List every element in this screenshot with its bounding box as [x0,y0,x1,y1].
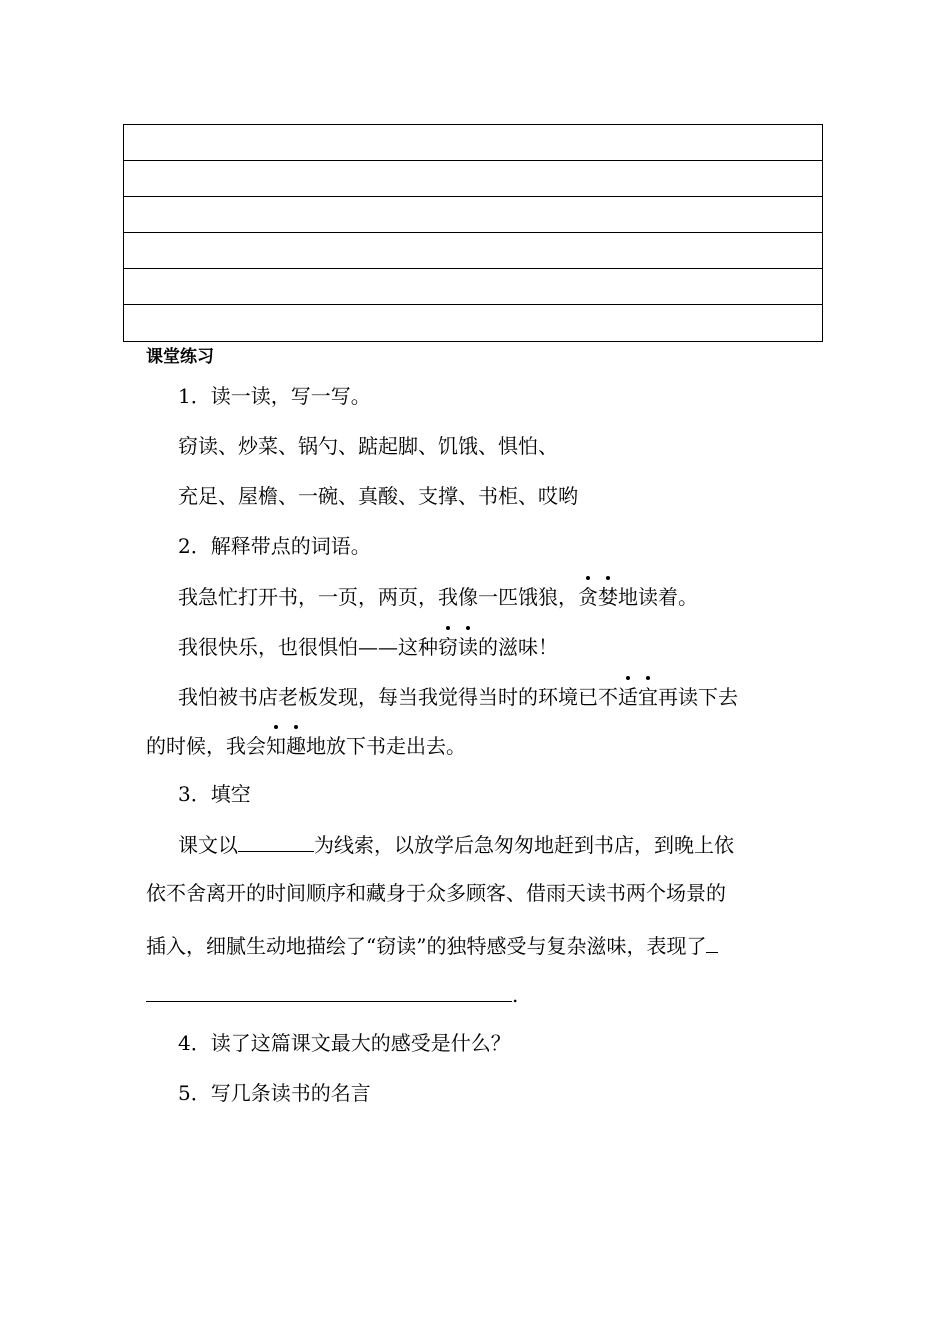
q2-sentence-3 [178,683,738,711]
sentence-text: 地放下书走出去。 [306,734,466,758]
dotted-char: 知 [266,734,286,758]
question-4-title: 4．读了这篇课文最大的感受是什么？ [178,1031,511,1055]
question-3-title: 3．填空 [178,782,251,806]
sentence-end: . [512,983,519,1007]
table-row [124,161,822,197]
empty-table [123,124,823,342]
table-row [124,125,822,161]
fill-blank[interactable] [146,979,512,1002]
sentence-text: 的时候，我会 [146,734,266,758]
dotted-char: 窃 [438,635,458,659]
q1-words-line-1: 窃读、炒菜、锅勺、踮起脚、饥饿、惧怕、 [178,434,558,458]
dotted-char: 趣 [286,734,306,758]
table-row [124,233,822,269]
q3-line-3 [146,930,718,960]
fill-blank[interactable] [706,930,718,953]
q1-words-line-2: 充足、屋檐、一碗、真酸、支撑、书柜、哎哟 [178,484,578,508]
sentence-text: 课文以 [178,833,238,857]
sentence-text: 再读下去 [658,685,738,709]
q2-sentence-3-cont [146,732,466,760]
table-row [124,269,822,305]
section-title: 课堂练习 [146,347,214,367]
sentence-text: 插入，细腻生动地描绘了“窃读”的独特感受与复杂滋味，表现了 [146,934,707,958]
sentence-text: 的滋味！ [478,635,558,659]
q2-sentence-1 [178,583,698,611]
q2-sentence-2 [178,633,558,661]
question-2-title: 2．解释带点的词语。 [178,534,371,558]
q3-line-2: 依不舍离开的时间顺序和藏身于众多顾客、借雨天读书两个场景的 [146,881,726,905]
dotted-char: 适 [618,685,638,709]
q3-line-1 [178,829,734,859]
q3-line-4 [146,979,518,1009]
sentence-text: 我急忙打开书，一页，两页，我像一匹饿狼， [178,585,578,609]
dotted-char: 读 [458,635,478,659]
sentence-text: 地读着。 [618,585,698,609]
sentence-text: 我怕被书店老板发现，每当我觉得当时的环境已不 [178,685,618,709]
sentence-text: 我很快乐，也很惧怕——这种 [178,635,438,659]
dotted-char: 宜 [638,685,658,709]
table-row [124,197,822,233]
sentence-text: 为线索，以放学后急匆匆地赶到书店，到晚上依 [314,833,734,857]
fill-blank[interactable] [238,829,314,852]
question-1-title: 1．读一读，写一写。 [178,384,371,408]
table-row [124,305,822,341]
dotted-char: 婪 [598,585,618,609]
question-5-title: 5．写几条读书的名言 [178,1081,371,1105]
dotted-char: 贪 [578,585,598,609]
